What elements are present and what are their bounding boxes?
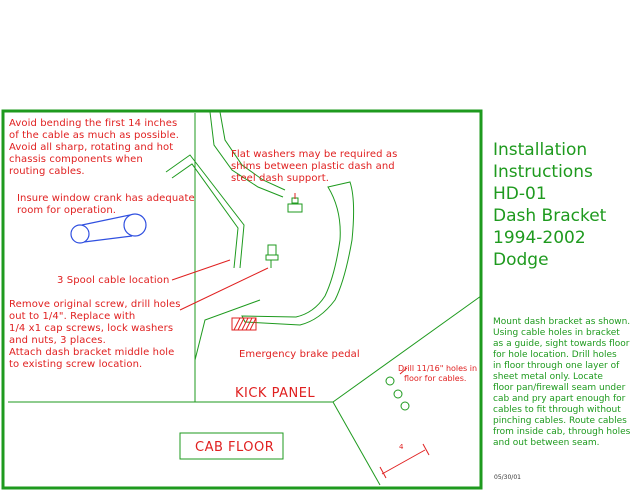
note-drill-holes: Drill 11/16" holes in floor for cables. <box>398 364 478 383</box>
note-brake-pedal: Emergency brake pedal <box>239 349 360 360</box>
note-cable-bending: Avoid bending the first 14 inches of the cable as much as possible. Avoid all sharp, rotating and hot chassis components when routing cables. <box>9 118 180 177</box>
note-window-crank: Insure window crank has adequate room for operation. <box>17 193 195 216</box>
note-remove-screw: Remove original screw, drill holes out to 1/4". Replace with 1/4 x1 cap screws, lock washers and nuts, 3 places. Attach dash bracket middle hole to existing screw location. <box>9 299 181 370</box>
kick-panel-label: KICK PANEL <box>235 386 316 401</box>
title-block: Installation Instructions HD-01 Dash Bracket 1994-2002 Dodge <box>493 140 607 270</box>
note-spool-location: 3 Spool cable location <box>57 275 170 286</box>
drawing-date: 05/30/01 <box>494 474 521 481</box>
installation-instructions-text: Mount dash bracket as shown. Using cable holes in bracket as a guide, sight towards floor for hole location. Drill holes in floor through one layer of sheet metal only. Locate floor pan/firewall seam under cab and pry apart enough for cables to fit through without pinching cables. Route cables from inside cab, through holes and out between seam. <box>493 317 631 448</box>
cab-floor-label: CAB FLOOR <box>195 440 275 455</box>
dimension-label: 4 <box>399 443 404 451</box>
leader-lines <box>172 193 429 478</box>
window-crank-icon <box>71 214 146 243</box>
note-flat-washers: Flat washers may be required as shims between plastic dash and steel dash support. <box>231 149 398 184</box>
